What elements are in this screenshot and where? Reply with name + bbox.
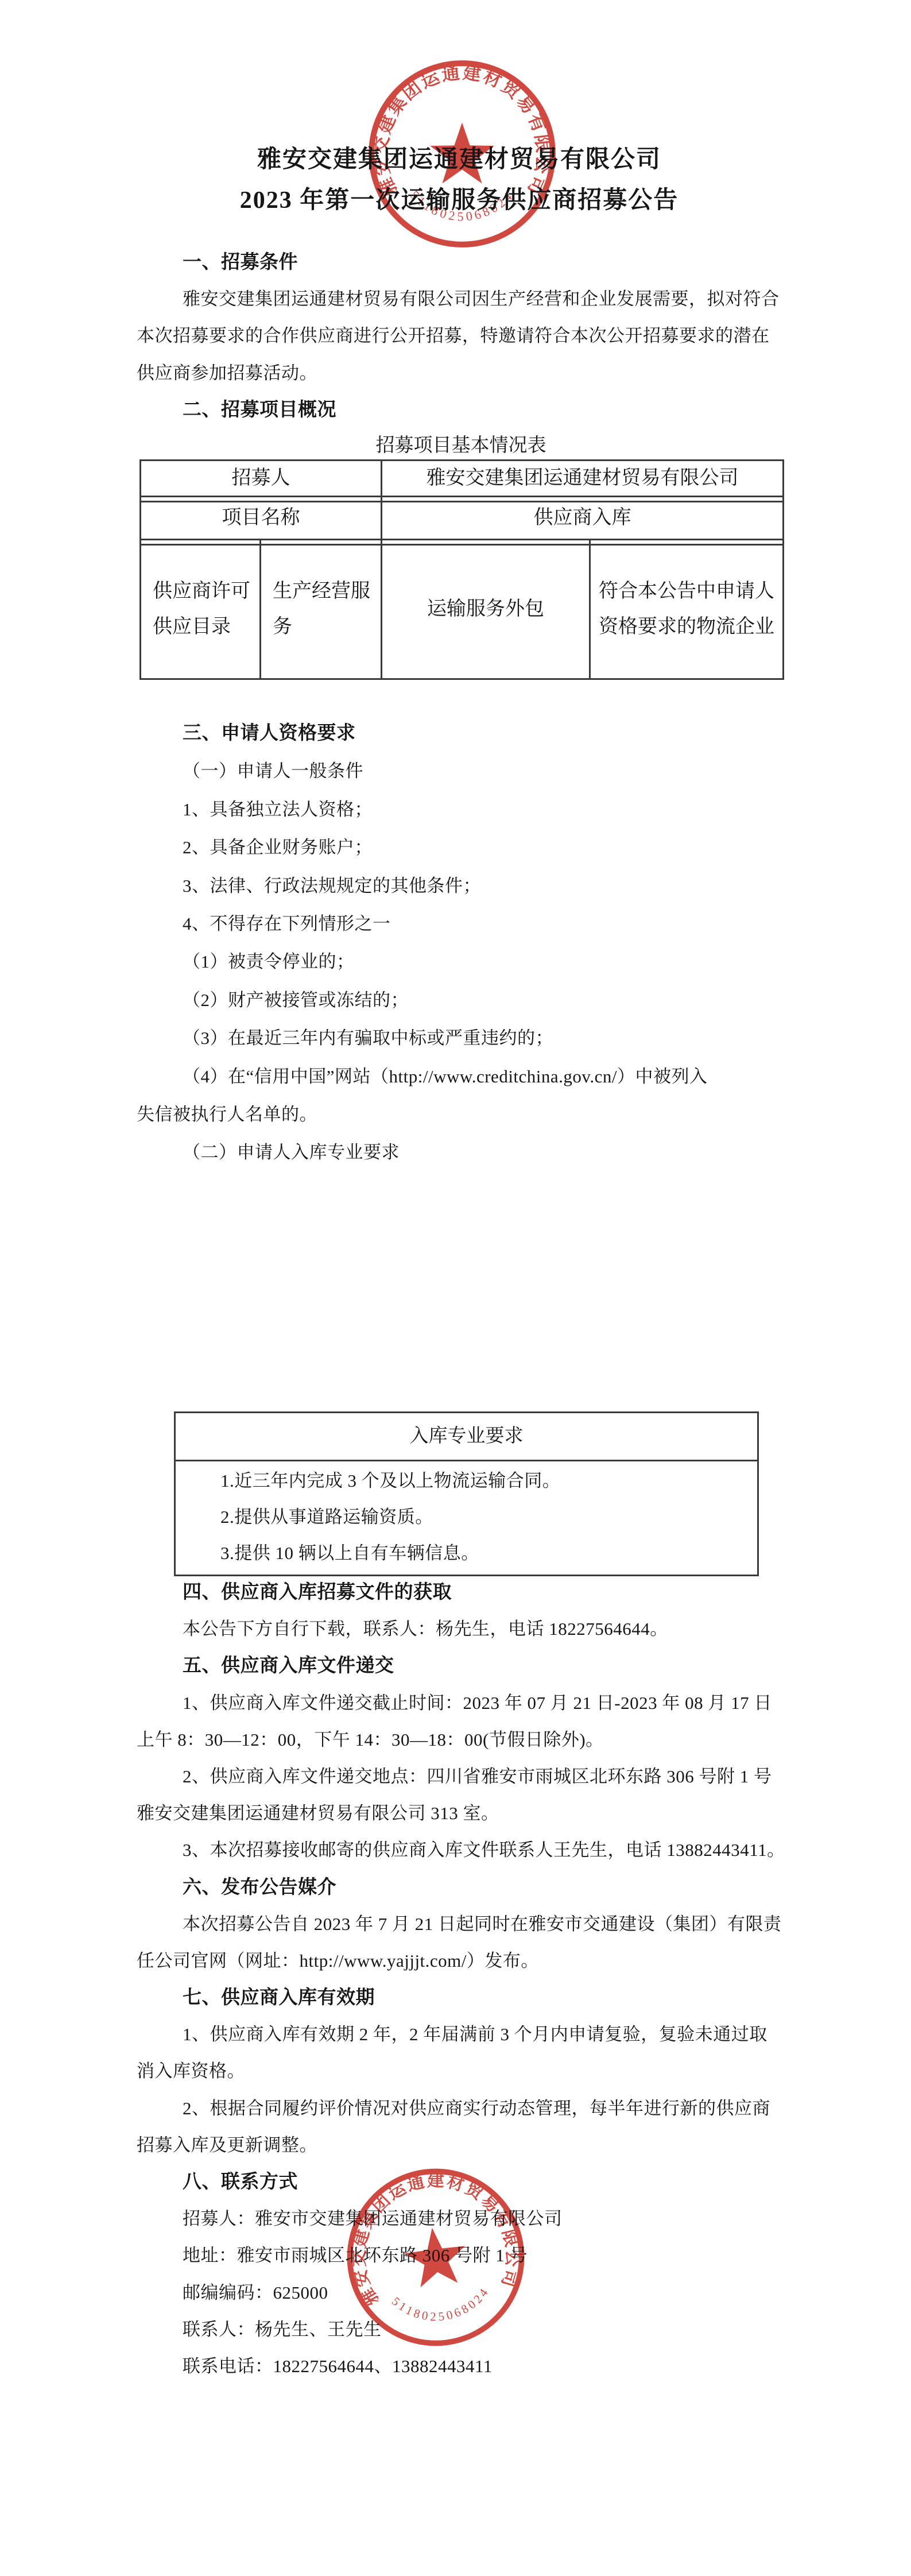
paragraph-line: 本公告下方自行下载，联系人：杨先生，电话 18227564644。	[183, 1619, 668, 1639]
sections-4-to-8	[137, 1574, 785, 2385]
contact-recruiter-line: 招募人：雅安市交建集团运通建材贸易有限公司	[183, 2208, 563, 2229]
requirements-box-body	[176, 1461, 757, 1575]
warehouse-entry-requirements-box	[174, 1411, 759, 1576]
list-item-continuation: 消入库资格。	[137, 2061, 245, 2082]
section-6-heading: 六、发布公告媒介	[183, 1877, 336, 1898]
list-item: （2）财产被接管或冻结的；	[183, 989, 409, 1010]
table-cell-qualified-logistics: 符合本公告中申请人资格要求的物流企业	[599, 581, 774, 637]
contact-person-line: 联系人：杨先生、王先生	[183, 2319, 382, 2339]
paragraph-line: 本次招募公告自 2023 年 7 月 21 日起同时在雅安市交通建设（集团）有限责	[183, 1913, 782, 1934]
contact-phone-line: 联系电话：18227564644、13882443411	[183, 2355, 493, 2376]
paragraph-line: 雅安交建集团运通建材贸易有限公司因生产经营和企业发展需要，拟对符合	[183, 289, 780, 310]
table-caption: 招募项目基本情况表	[375, 435, 546, 456]
list-item-continuation: 上午 8：30—12：00，下午 14：30—18：00(节假日除外)。	[137, 1729, 604, 1750]
contact-postcode-line: 邮编编码：625000	[183, 2282, 328, 2303]
paragraph-line: 本次招募要求的合作供应商进行公开招募，特邀请符合本次公开招募要求的潜在	[137, 326, 770, 346]
list-item: 3、法律、行政法规规定的其他条件；	[183, 875, 481, 896]
paragraph-line-continuation: 任公司官网（网址：http://www.yajjjt.com/）发布。	[137, 1950, 539, 1971]
list-item: （二）申请人入库专业要求	[183, 1142, 400, 1163]
list-item: （1）被责令停业的；	[183, 952, 355, 972]
list-item-continuation: 招募入库及更新调整。	[137, 2134, 317, 2155]
table-cell-business-service: 生产经营服务	[261, 540, 382, 678]
document-title	[132, 140, 786, 221]
title-line-1: 雅安交建集团运通建材贸易有限公司	[257, 146, 661, 173]
list-item: （4）在“信用中国”网站（http://www.creditchina.gov.cn/）中被列入	[183, 1066, 708, 1086]
list-item: （3）在最近三年内有骗取中标或严重违约的；	[183, 1028, 553, 1049]
section-4-heading: 四、供应商入库招募文件的获取	[183, 1582, 452, 1603]
paragraph-line: 供应商参加招募活动。	[137, 362, 317, 383]
table-cell-project-value: 供应商入库	[533, 507, 631, 528]
table-cell-recruiter-value: 雅安交建集团运通建材贸易有限公司	[426, 467, 739, 489]
list-item: 3、本次招募接收邮寄的供应商入库文件联系人王先生，电话 13882443411。	[183, 1840, 785, 1861]
table-cell-recruiter-label: 招募人	[141, 461, 382, 496]
list-item: 2、供应商入库文件递交地点：四川省雅安市雨城区北环东路 306 号附 1 号	[183, 1766, 772, 1786]
list-item: 2、具备企业财务账户；	[183, 837, 373, 858]
section-3-heading: 三、申请人资格要求	[183, 723, 356, 744]
list-item: 4、不得存在下列情形之一	[183, 913, 391, 934]
section-5-heading: 五、供应商入库文件递交	[183, 1656, 394, 1677]
section-applicant-qualifications	[137, 714, 785, 1172]
list-item: （一）申请人一般条件	[183, 761, 363, 782]
table-cell-license-catalog: 供应商许可供应目录	[141, 540, 261, 678]
table-row	[141, 497, 782, 540]
requirement-item: 2.提供从事道路运输资质。	[220, 1507, 433, 1527]
contact-address-line: 地址：雅安市雨城区北环东路 306 号附 1 号	[183, 2245, 528, 2266]
project-basic-info-table	[139, 459, 784, 680]
title-line-2: 2023 年第一次运输服务供应商招募公告	[239, 187, 679, 214]
requirements-box-header: 入库专业要求	[176, 1413, 757, 1461]
table-row	[141, 540, 782, 678]
list-item: 1、供应商入库文件递交截止时间：2023 年 07 月 21 日-2023 年 08 月 17 日	[183, 1692, 772, 1713]
table-cell-project-label: 项目名称	[141, 497, 382, 539]
table-row	[141, 461, 782, 497]
section-7-heading: 七、供应商入库有效期	[183, 1987, 375, 2009]
section-8-heading: 八、联系方式	[183, 2172, 298, 2192]
list-item-continuation: 雅安交建集团运通建材贸易有限公司 313 室。	[137, 1803, 499, 1824]
section-1-heading: 一、招募条件	[183, 252, 298, 273]
list-item-continuation: 失信被执行人名单的。	[137, 1104, 317, 1124]
section-2-heading: 二、招募项目概况	[183, 399, 336, 420]
list-item: 1、具备独立法人资格；	[183, 799, 373, 819]
requirement-item: 1.近三年内完成 3 个及以上物流运输合同。	[220, 1471, 561, 1491]
list-item: 1、供应商入库有效期 2 年，2 年届满前 3 个月内申请复验，复验未通过取	[183, 2024, 767, 2045]
section-recruit-conditions	[137, 244, 785, 428]
table-cell-transport-outsourcing: 运输服务外包	[382, 540, 591, 678]
list-item: 2、根据合同履约评价情况对供应商实行动态管理，每半年进行新的供应商	[183, 2098, 770, 2118]
requirement-item: 3.提供 10 辆以上自有车辆信息。	[220, 1543, 479, 1563]
